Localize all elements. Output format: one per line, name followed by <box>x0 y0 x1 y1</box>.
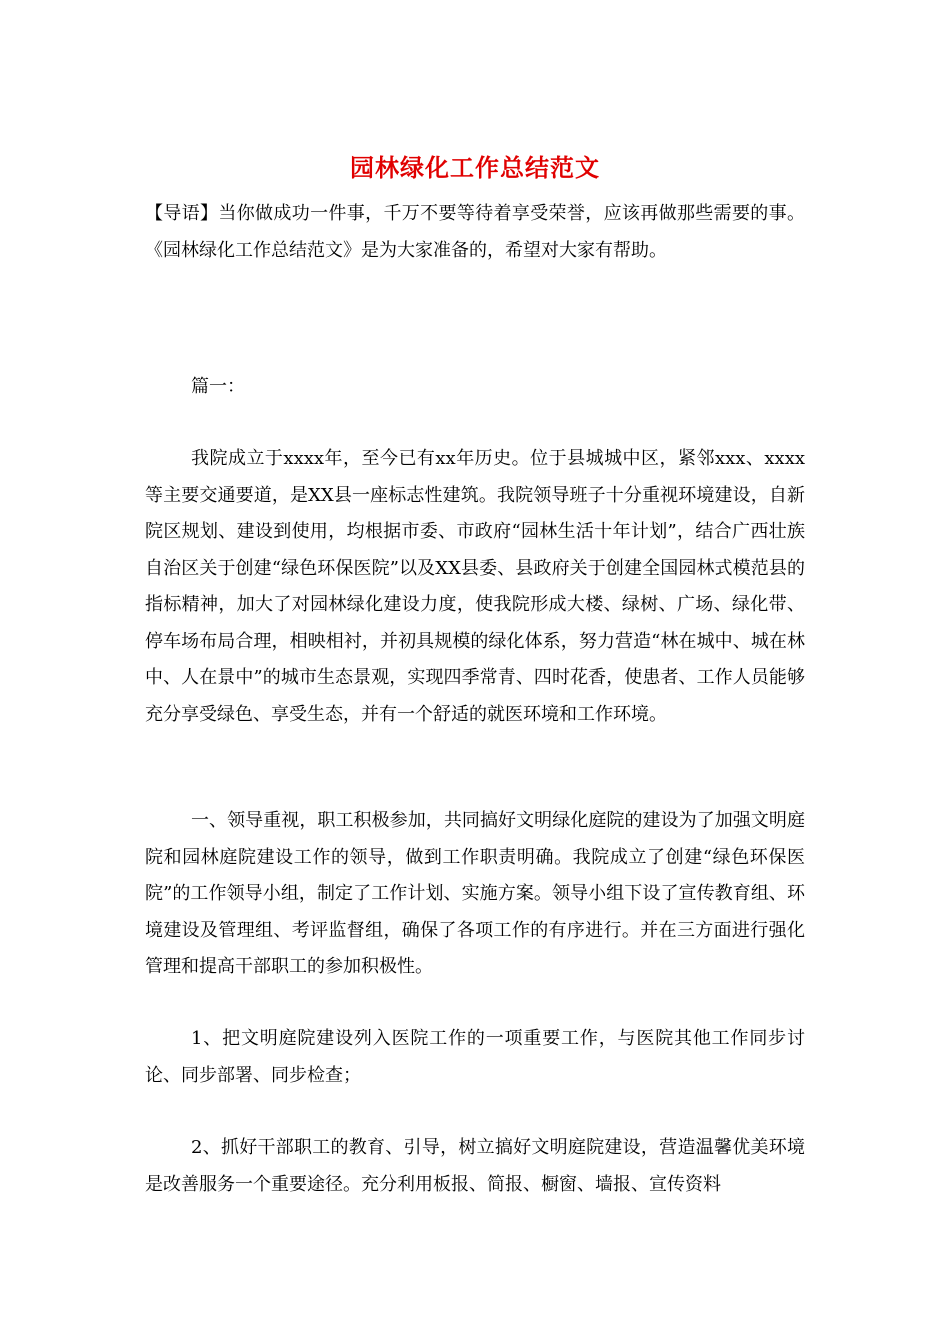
body-paragraph: 1、把文明庭院建设列入医院工作的一项重要工作，与医院其他工作同步讨论、同步部署、同步检查； <box>145 1028 805 1086</box>
document-title: 园林绿化工作总结范文 <box>350 153 600 182</box>
body-paragraph: 一、领导重视，职工积极参加，共同搞好文明绿化庭院的建设为了加强文明庭院和园林庭院建设工作的领导，做到工作职责明确。我院成立了创建“绿色环保医院”的工作领导小组，制定了工作计划、实施方案。领导小组下设了宣传教育组、环境建设及管理组、考评监督组，确保了各项工作的有序进行。并在三方面进行强化管理和提高干部职工的参加积极性。 <box>145 810 805 977</box>
intro-paragraph: 【导语】当你做成功一件事，千万不要等待着享受荣誉，应该再做那些需要的事。《园林绿化工作总结范文》是为大家准备的，希望对大家有帮助。 <box>145 203 805 261</box>
body-paragraph: 2、抓好干部职工的教育、引导，树立搞好文明庭院建设，营造温馨优美环境是改善服务一个重要途径。充分利用板报、简报、橱窗、墙报、宣传资料 <box>145 1137 805 1195</box>
section-heading: 篇一： <box>191 376 245 397</box>
body-paragraph: 我院成立于xxxx年，至今已有xx年历史。位于县城城中区，紧邻xxx、xxxx等主要交通要道，是XX县一座标志性建筑。我院领导班子十分重视环境建设，自新院区规划、建设到使用，均根据市委、市政府“园林生活十年计划”，结合广西壮族自治区关于创建“绿色环保医院”以及XX县委、县政府关于创建全国园林式模范县的指标精神，加大了对园林绿化建设力度，使我院形成大楼、绿树、广场、绿化带、停车场布局合理，相映相衬，并初具规模的绿化体系，努力营造“林在城中、城在林中、人在景中”的城市生态景观，实现四季常青、四时花香，使患者、工作人员能够充分享受绿色、享受生态，并有一个舒适的就医环境和工作环境。 <box>145 448 805 725</box>
